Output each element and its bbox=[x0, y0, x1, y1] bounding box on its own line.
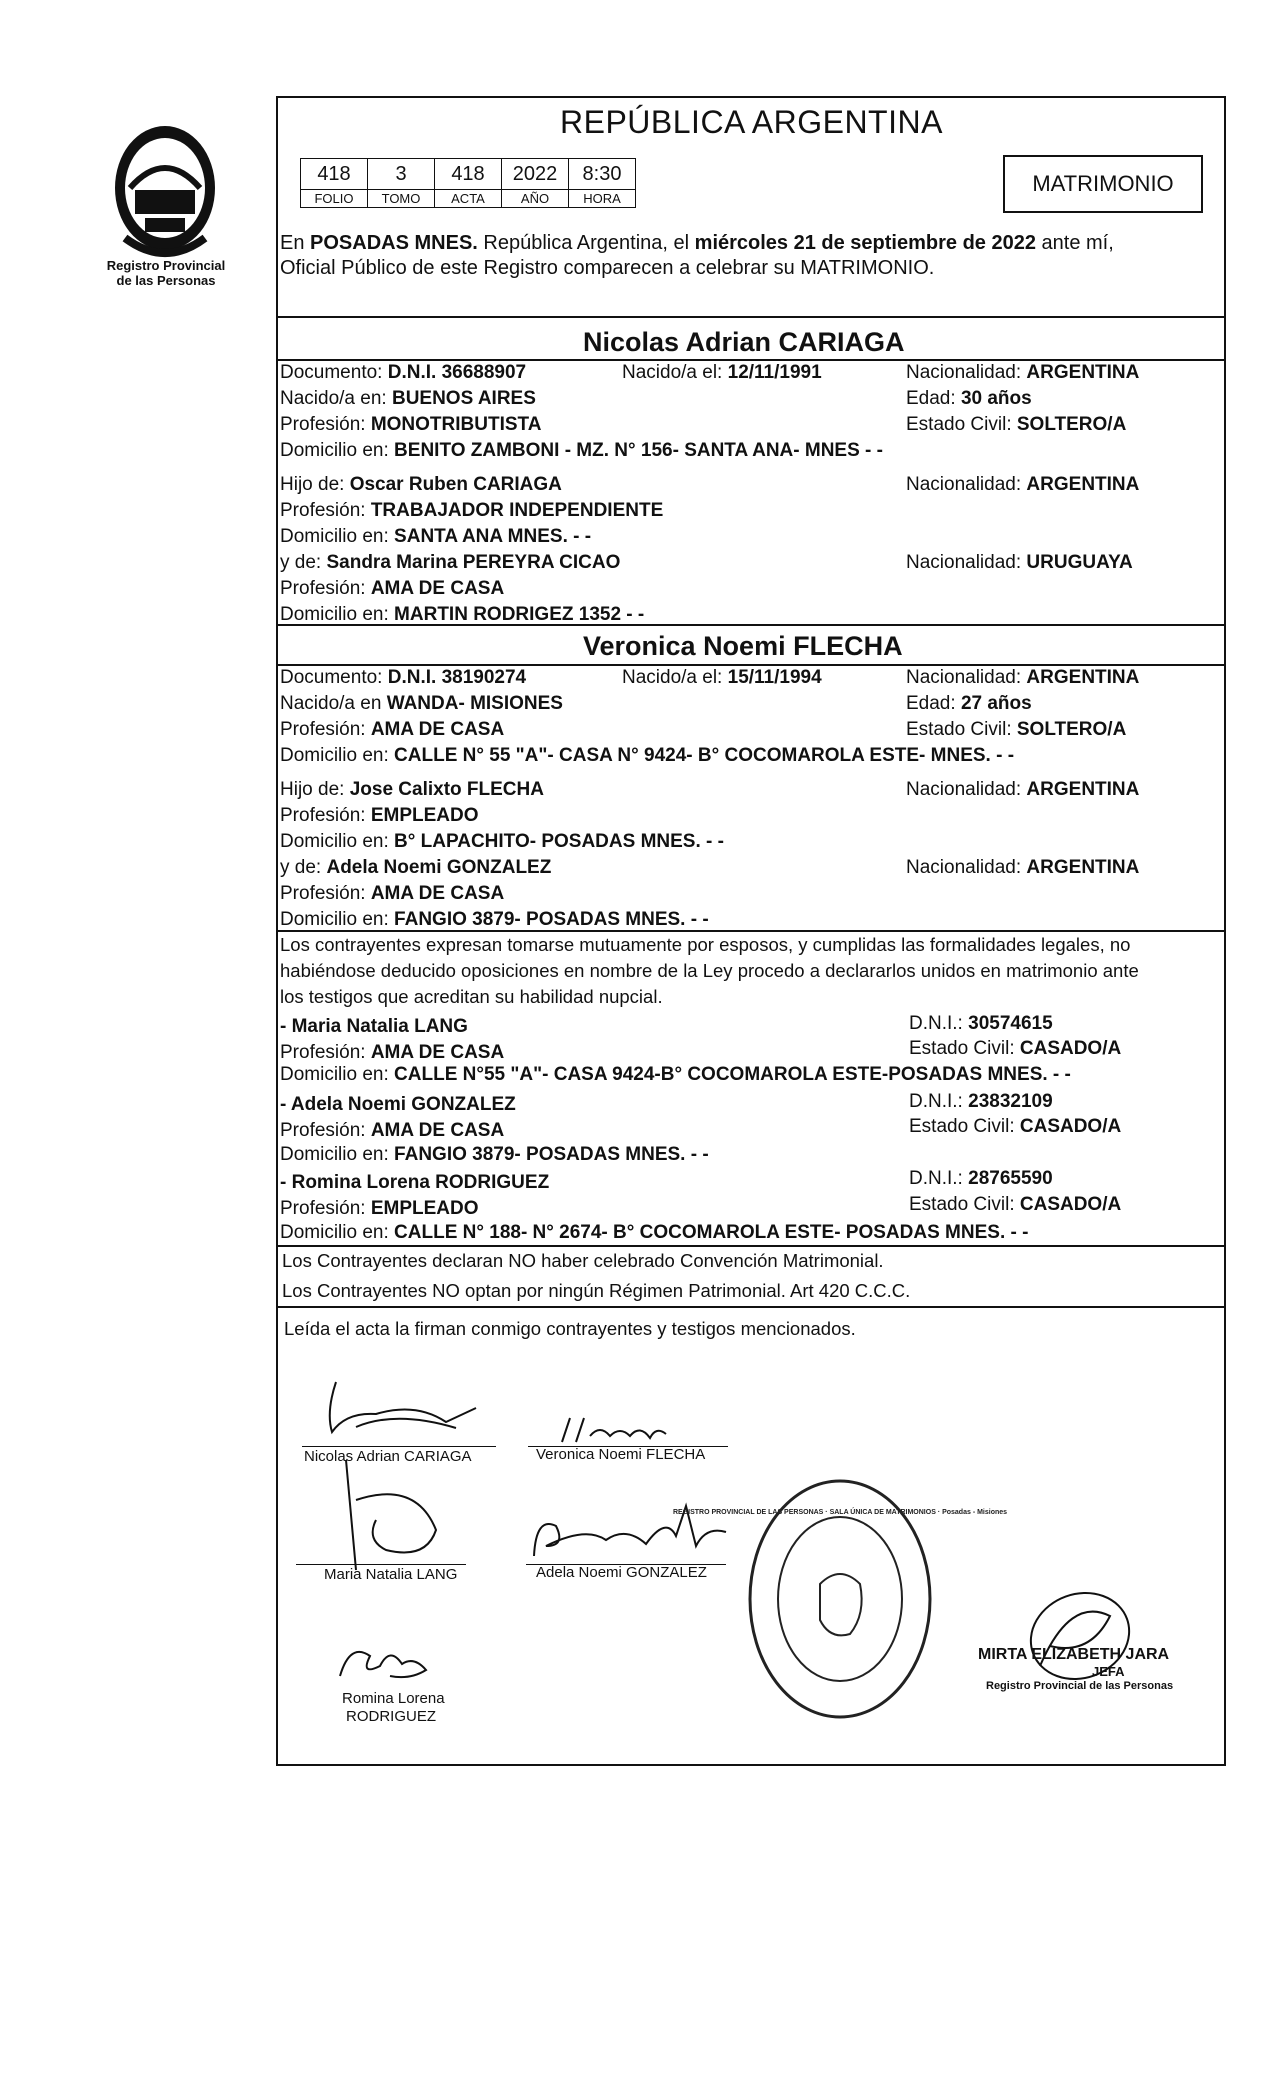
signature-label-witness3-line1: Romina Lorena bbox=[342, 1690, 445, 1707]
notes-line2: Los Contrayentes NO optan por ningún Régimen Patrimonial. Art 420 C.C.C. bbox=[282, 1280, 911, 1301]
groom-profession: Profesión: MONOTRIBUTISTA bbox=[280, 414, 542, 435]
witness-1-profession: Profesión: AMA DE CASA bbox=[280, 1042, 505, 1063]
closing-text: Leída el acta la firman conmigo contrayentes y testigos mencionados. bbox=[284, 1318, 856, 1339]
groom-document: Documento: D.N.I. 36688907 bbox=[280, 362, 527, 383]
witness-3-profession: Profesión: EMPLEADO bbox=[280, 1198, 479, 1219]
witness-2-address: Domicilio en: FANGIO 3879- POSADAS MNES. - - bbox=[280, 1144, 709, 1165]
official-name: MIRTA ELIZABETH JARA bbox=[978, 1646, 1170, 1663]
groom-birthplace: Nacido/a en: BUENOS AIRES bbox=[280, 388, 536, 409]
logo-line1: Registro Provincial bbox=[106, 258, 226, 273]
bride-mother-address: Domicilio en: FANGIO 3879- POSADAS MNES. - - bbox=[280, 909, 709, 930]
document-type-box: MATRIMONIO bbox=[1003, 155, 1203, 213]
divider bbox=[276, 316, 1226, 318]
witness-3-dni: D.N.I.: 28765590 bbox=[909, 1168, 1053, 1189]
ano-value: 2022 bbox=[502, 159, 569, 190]
intro-date: miércoles 21 de septiembre de 2022 bbox=[694, 232, 1036, 254]
intro-line1: En POSADAS MNES. República Argentina, el miércoles 21 de septiembre de 2022 ante mí, bbox=[280, 232, 1114, 254]
bride-civil-status: Estado Civil: SOLTERO/A bbox=[906, 719, 1127, 740]
signature-witness2-icon bbox=[526, 1496, 736, 1566]
groom-name: Nicolas Adrian CARIAGA bbox=[583, 327, 905, 357]
official-role: JEFA bbox=[1092, 1664, 1125, 1679]
bride-age: Edad: 27 años bbox=[906, 693, 1032, 714]
signature-bride-icon bbox=[526, 1408, 706, 1448]
notes-line1: Los Contrayentes declaran NO haber celebrado Convención Matrimonial. bbox=[282, 1250, 884, 1271]
groom-mother-nationality: Nacionalidad: URUGUAYA bbox=[906, 552, 1133, 573]
hora-value: 8:30 bbox=[569, 159, 636, 190]
intro-place: POSADAS MNES. bbox=[310, 232, 478, 254]
signature-label-witness1: Maria Natalia LANG bbox=[324, 1566, 458, 1583]
register-table bbox=[300, 158, 636, 208]
groom-age: Edad: 30 años bbox=[906, 388, 1032, 409]
bride-mother-profession: Profesión: AMA DE CASA bbox=[280, 883, 505, 904]
groom-father: Hijo de: Oscar Ruben CARIAGA bbox=[280, 474, 562, 495]
bride-mother: y de: Adela Noemi GONZALEZ bbox=[280, 857, 552, 878]
tomo-label: TOMO bbox=[368, 190, 435, 208]
divider bbox=[276, 624, 1226, 626]
groom-mother-profession: Profesión: AMA DE CASA bbox=[280, 578, 505, 599]
signature-label-witness2: Adela Noemi GONZALEZ bbox=[536, 1564, 707, 1581]
bride-father-address: Domicilio en: B° LAPACHITO- POSADAS MNES. - - bbox=[280, 831, 724, 852]
signature-witness3-icon bbox=[330, 1636, 440, 1692]
groom-mother-address: Domicilio en: MARTIN RODRIGEZ 1352 - - bbox=[280, 604, 645, 625]
signature-label-bride: Veronica Noemi FLECHA bbox=[536, 1446, 706, 1463]
svg-text:REGISTRO PROVINCIAL DE LAS PER: REGISTRO PROVINCIAL DE LAS PERSONAS · SALA ÚNICA DE MATRIMONIOS · Posadas - Misiones bbox=[672, 1509, 1008, 1516]
folio-label: FOLIO bbox=[301, 190, 368, 208]
bride-document: Documento: D.N.I. 38190274 bbox=[280, 667, 527, 688]
groom-mother: y de: Sandra Marina PEREYRA CICAO bbox=[280, 552, 621, 573]
witness-3-civil-status: Estado Civil: CASADO/A bbox=[909, 1194, 1122, 1215]
witness-2-name: - Adela Noemi GONZALEZ bbox=[280, 1094, 516, 1115]
divider bbox=[276, 1306, 1226, 1308]
declaration-line3: los testigos que acreditan su habilidad nupcial. bbox=[280, 986, 663, 1007]
bride-nationality: Nacionalidad: ARGENTINA bbox=[906, 667, 1140, 688]
official-office: Registro Provincial de las Personas bbox=[986, 1680, 1174, 1692]
groom-civil-status: Estado Civil: SOLTERO/A bbox=[906, 414, 1127, 435]
groom-father-address: Domicilio en: SANTA ANA MNES. - - bbox=[280, 526, 592, 547]
witness-2-profession: Profesión: AMA DE CASA bbox=[280, 1120, 505, 1141]
logo-line2: de las Personas bbox=[116, 273, 216, 288]
divider bbox=[276, 1245, 1226, 1247]
divider bbox=[276, 359, 1226, 361]
groom-father-profession: Profesión: TRABAJADOR INDEPENDIENTE bbox=[280, 500, 664, 521]
declaration-line2: habiéndose deducido oposiciones en nombre de la Ley procedo a declararlos unidos en matrimonio ante bbox=[280, 960, 1139, 981]
bride-profession: Profesión: AMA DE CASA bbox=[280, 719, 505, 740]
bride-father-nationality: Nacionalidad: ARGENTINA bbox=[906, 779, 1140, 800]
witness-3-address: Domicilio en: CALLE N° 188- N° 2674- B° COCOMAROLA ESTE- POSADAS MNES. - - bbox=[280, 1222, 1029, 1243]
registry-logo bbox=[100, 118, 230, 288]
witness-1-civil-status: Estado Civil: CASADO/A bbox=[909, 1038, 1122, 1059]
province-seal-icon bbox=[100, 118, 230, 268]
hora-label: HORA bbox=[569, 190, 636, 208]
witness-1-dni: D.N.I.: 30574615 bbox=[909, 1013, 1053, 1034]
ano-label: AÑO bbox=[502, 190, 569, 208]
official-stamp-icon bbox=[672, 1474, 1008, 1724]
bride-father: Hijo de: Jose Calixto FLECHA bbox=[280, 779, 544, 800]
witness-2-civil-status: Estado Civil: CASADO/A bbox=[909, 1116, 1122, 1137]
intro-line2: Oficial Público de este Registro comparecen a celebrar su MATRIMONIO. bbox=[280, 257, 935, 279]
acta-label: ACTA bbox=[435, 190, 502, 208]
groom-father-nationality: Nacionalidad: ARGENTINA bbox=[906, 474, 1140, 495]
signature-groom-icon bbox=[296, 1372, 496, 1448]
bride-mother-nationality: Nacionalidad: ARGENTINA bbox=[906, 857, 1140, 878]
witness-2-dni: D.N.I.: 23832109 bbox=[909, 1091, 1053, 1112]
bride-father-profession: Profesión: EMPLEADO bbox=[280, 805, 479, 826]
acta-value: 418 bbox=[435, 159, 502, 190]
signature-label-groom: Nicolas Adrian CARIAGA bbox=[304, 1448, 472, 1465]
page-title: REPÚBLICA ARGENTINA bbox=[560, 104, 943, 140]
bride-birthplace: Nacido/a en WANDA- MISIONES bbox=[280, 693, 563, 714]
groom-nationality: Nacionalidad: ARGENTINA bbox=[906, 362, 1140, 383]
bride-address: Domicilio en: CALLE N° 55 "A"- CASA N° 9424- B° COCOMAROLA ESTE- MNES. - - bbox=[280, 745, 1015, 766]
witness-3-name: - Romina Lorena RODRIGUEZ bbox=[280, 1172, 550, 1193]
divider bbox=[276, 930, 1226, 932]
divider bbox=[276, 664, 1226, 666]
bride-birthdate: Nacido/a el: 15/11/1994 bbox=[622, 667, 822, 688]
tomo-value: 3 bbox=[368, 159, 435, 190]
groom-birthdate: Nacido/a el: 12/11/1991 bbox=[622, 362, 822, 383]
groom-address: Domicilio en: BENITO ZAMBONI - MZ. N° 156- SANTA ANA- MNES - - bbox=[280, 440, 883, 461]
folio-value: 418 bbox=[301, 159, 368, 190]
bride-name: Veronica Noemi FLECHA bbox=[583, 631, 903, 661]
witness-1-name: - Maria Natalia LANG bbox=[280, 1016, 468, 1037]
signature-label-witness3-line2: RODRIGUEZ bbox=[346, 1708, 436, 1725]
witness-1-address: Domicilio en: CALLE N°55 "A"- CASA 9424-B° COCOMAROLA ESTE-POSADAS MNES. - - bbox=[280, 1064, 1071, 1085]
signature-line bbox=[296, 1564, 466, 1565]
declaration-line1: Los contrayentes expresan tomarse mutuamente por esposos, y cumplidas las formalidades legales, no bbox=[280, 934, 1131, 955]
